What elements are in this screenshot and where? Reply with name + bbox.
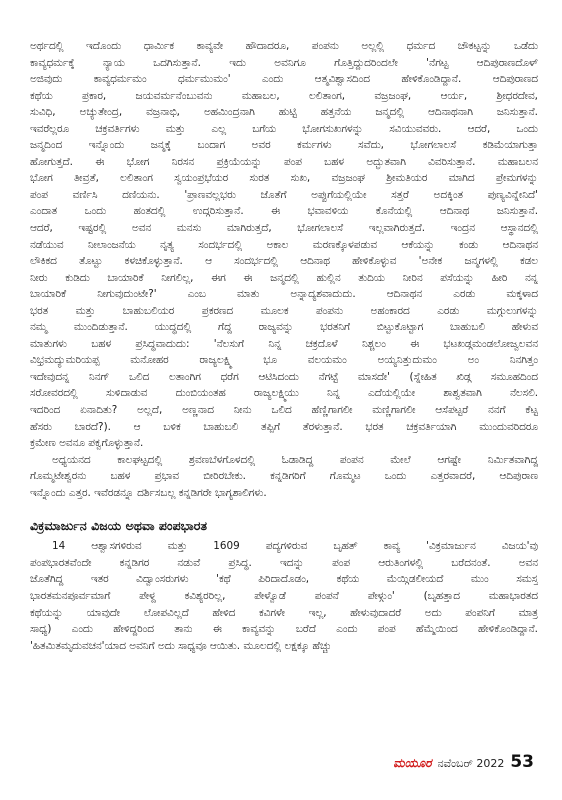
text-line: ಇವರೆಲ್ಲರೂ ಚಕ್ರವರ್ತಿಗಳು ಮತ್ತು ಎಲ್ಲ ಬಗೆಯ ಭೋಗಸುಖಗಳನ್ನು ಸವಿಯುವವರು. ಆದರೆ, ಒಂದು: [30, 122, 538, 135]
text-line: ಪಂಪ ವರ್ಣಿಸಿ ದಣಿಯನು. 'ಪ್ರಾಣವಲ್ಲಭರು ಜೊತೆಗೆ ಅಪ್ಪುಗೆಯಲ್ಲಿಯೇ ಸತ್ತರೆ ಅದಕ್ಕಿಂತ ಪುಣ್ಯವಿನ್ನೇನಿದೆ': [30, 188, 538, 201]
text-line: ಮಾತುಗಳು ಬಹಳ ಪ್ರಸಿದ್ಧವಾದುದು: 'ನೆಲಸುಗೆ ನಿನ್ನ ಚಕ್ರದೊಳೆ ನಿಶ್ಚಲಂ ಈ ಭಟಖಡ್ಗಮಂಡಲೋಜ್ವಲವನ: [30, 337, 538, 350]
paragraph-pampabharata: [30, 538, 538, 654]
paragraph-gommata: [30, 452, 538, 502]
paragraph-adipurana-story: [30, 38, 538, 452]
text-line: ಅಜಿವುದು ಕಾವ್ಯಧರ್ಮಮಂ ಧರ್ಮಮುಮಂ' ಎಂದು ಆತ್ಮವಿಶ್ವಾಸದಿಂದ ಹೇಳಿಕೊಂಡಿದ್ದಾನೆ. ಆದಿಪುರಾಣದ: [30, 73, 538, 86]
text-line: 14 ಆಶ್ವಾಸಗಳಿರುವ ಮತ್ತು 1609 ಪದ್ಯಗಳಿರುವ ಬೃಹತ್ ಕಾವ್ಯ 'ವಿಕ್ರಮಾರ್ಜುನ ವಿಜಯ'ವು: [52, 540, 538, 553]
text-line: ಅಧ್ಯಯನದ ಕಾಲಘಟ್ಟದಲ್ಲಿ ಶ್ರವಣಬೆಳಗೊಳದಲ್ಲಿ ಓಡಾಡಿದ್ದ ಪಂಪನ ಮೇಲೆ ಆಗಷ್ಟೇ ನಿರ್ಮಿತವಾಗಿದ್ದ: [52, 453, 538, 466]
text-line: ಹೋಗುತ್ತದೆ. ಈ ಭೋಗ ನಿರಸನ ಪ್ರಕ್ರಿಯೆಯನ್ನು ಪಂಪ ಬಹಳ ಅದ್ಭುತವಾಗಿ ವಿವರಿಸುತ್ತಾನೆ. ಮಹಾಬಲನ: [30, 155, 538, 168]
text-line: ಜೊತೆಗಿದ್ದ ಇತರ ವಿದ್ವಾಂಸರುಗಳು 'ಕಥೆ ಪಿರಿದಾದೊಡಂ, ಕಥೆಯ ಮೆಯ್ಗಿಡಲೀಯದೆ ಮುಂ ಸಮಸ್ತ: [30, 573, 538, 586]
text-line: ಸಾಧ್ಯ) ಎಂದು ಹೇಳಿದ್ದರಿಂದ ತಾನು ಈ ಕಾವ್ಯವನ್ನು ಬರೆದೆ ಎಂದು ಪಂಪ ಹೆಮ್ಮೆಯಿಂದ ಹೇಳಿಕೊಂಡಿದ್ದಾನೆ.: [30, 623, 538, 636]
text-line: ಭಾರತಮನಪೂರ್ವಮಾಗೆ ಪೇಳ್ದ ಕವಿಶ್ಯರರಿಲ್ಲ, ಪೇಳ್ವೊಡೆ ಪಂಪನೆ ಪೇಳ್ಗುಂ' (ಬೃಹತ್ತಾದ ಮಹಾಭಾರತದ: [30, 589, 538, 602]
text-line: ಇದೇವುದನ್ನ ನಿನಗ್ ಒಲಿದ ಲತಾಂಗಿಗ ಧರೆಗ ಆಟಿಸಿದಂದು ನೆಗಟ್ಟೆ ಮಾಸದೇ' (ಸ್ನೇಹಿತ ಖಿಡ್ಗ ಸಮೂಹದಿಂದ: [30, 370, 538, 383]
text-line: ಜನ್ಮದಿಂದ ಇನ್ನೊಂದು ಜನ್ಮಕ್ಕೆ ಬಂದಾಗ ಅವರ ಕರ್ಮಗಳು ಸವೆದು, ಭೋಗಲಾಲಸೆ ಕಡಿಮೆಯಾಗುತ್ತಾ: [30, 139, 538, 152]
text-line: ಇದರಿಂದ ಏನಾದಿತು? ಅಲ್ಲದೆ, ಅಣ್ಣನಾದ ನೀನು ಒಲಿದ ಹೆಣ್ಣಿಗಾಗಲೀ ಮಣ್ಣಿಗಾಗಲೀ ಆಸೆಪಟ್ಟರೆ ನನಗೆ ಕೆಟ್ಟ: [30, 404, 538, 417]
magazine-logo: ಮಯೂರ: [393, 756, 432, 770]
article-body: [30, 38, 538, 654]
section-heading: ವಿಕ್ರಮಾರ್ಜುನ ವಿಜಯ ಅಥವಾ ಪಂಪಭಾರತ: [30, 518, 208, 534]
text-line: ವಿಭ್ರಮದ್ಯುಮರಿಯಪ್ಪ ಮನೋಹರ ರಾಜ್ಯಲಕ್ಷ್ಮಿ ಭೂ ವಲಯಮಂ ಅಯ್ಯನಿತ್ತುದುಮಂ ಅಂ ನಿನಗಿತ್ತಂ: [30, 354, 538, 367]
text-line: ಅರ್ಥದಲ್ಲಿ ಇದೊಂದು ಧಾರ್ಮಿಕ ಕಾವ್ಯವೇ ಹೌದಾದರೂ, ಪಂಪನು ಅಲ್ಲಲ್ಲಿ ಧರ್ಮದ ಚೌಕಟ್ಟನ್ನು ಒಡೆದು: [30, 40, 538, 52]
text-line: ಭೋಗ ತೀವ್ರತೆ, ಲಲಿತಾಂಗ ಸ್ವಯಂಪ್ರಭೆಯರ ಸುರತ ಸುಖ, ವಜ್ರಜಂಘ ಶ್ರೀಮತಿಯರ ಮಾಗಿದ ಪ್ರೇಮಗಳನ್ನು: [30, 172, 538, 185]
text-line: ಕಥೆಯ ಪ್ರಕಾರ, ಜಯವರ್ಮನೆಂಬುವನು ಮಹಾಬಲ, ಲಲಿತಾಂಗ, ವಜ್ರಜಂಘ, ಆರ್ಯ, ಶ್ರೀಧರದೇವ,: [30, 89, 538, 102]
text-line: ಎಂದಾತ ಒಂದು ಹಂತದಲ್ಲಿ ಉದ್ಗರಿಸುತ್ತಾನೆ. ಈ ಭವಾವಳಿಯ ಕೊನೆಯಲ್ಲಿ ಆದಿನಾಥ ಜನಿಸುತ್ತಾನೆ.: [30, 205, 538, 218]
text-line: ಸುವಿಧಿ, ಅಚ್ಯುತೇಂದ್ರ, ವಜ್ರನಾಭಿ, ಅಹಮಿಂದ್ರನಾಗಿ ಹುಟ್ಟಿ ಹತ್ತನೆಯ ಜನ್ಮದಲ್ಲಿ ಆದಿನಾಥನಾಗಿ ಜನಿಸುತ್ತಾನೆ.: [30, 106, 538, 119]
text-line: 'ಹಿತಮಿತಮೃದುವಚನ'ಯಾದ ಅವನಿಗೆ ಅದು ಸಾಧ್ಯವೂ ಆಯಿತು. ಮೂಲದಲ್ಲಿ ಲಕ್ಷಕ್ಕೂ ಹೆಚ್ಚು: [30, 639, 332, 652]
text-line: ಭರತ ಮತ್ತು ಬಾಹುಬಲಿಯರ ಪ್ರಕರಣದ ಮೂಲಕ ಪಂಪನು ಅಹಂಕಾರದ ಎರಡು ಮಗ್ಗುಲುಗಳನ್ನು: [30, 304, 538, 317]
text-line: ಸರೋವರದಲ್ಲಿ ಸುಳಿದಾಡುವ ದುಂಬಿಯಂತಹ ರಾಜ್ಯಲಕ್ಷ್ಮಿಯು ನಿನ್ನ ಎದೆಯಲ್ಲಿಯೇ ಶಾಶ್ವತವಾಗಿ ನೆಲಸಲಿ.: [30, 387, 538, 400]
text-line: ನಡೆಯುವ ನೀಲಾಂಜನೆಯ ನೃತ್ಯ ಸಂದರ್ಭದಲ್ಲಿ ಅಕಾಲ ಮರಣಕ್ಕೊಳಪಡುವ ಆಕೆಯನ್ನು ಕಂಡು ಆದಿನಾಥನ: [30, 238, 538, 251]
text-line: ಇನ್ನೊಂದು ಎತ್ತರ. ಇವೆರಡನ್ನೂ ದರ್ಶಿಸಬಲ್ಲ ಕನ್ನಡಿಗರೇ ಭಾಗ್ಯಶಾಲಿಗಳು.: [30, 486, 267, 499]
text-line: ನಮ್ಮ ಮುಂದಿಡುತ್ತಾನೆ. ಯುದ್ಧದಲ್ಲಿ ಗೆದ್ದ ರಾಜ್ಯವನ್ನು ಭರತನಿಗೆ ಬಿಟ್ಟುಕೊಟ್ಟಾಗ ಬಾಹುಬಲಿ ಹೇಳುವ: [30, 321, 538, 334]
text-line: ಕಾವ್ಯಧರ್ಮಕ್ಕೆ ನ್ಯಾಯ ಒದಗಿಸುತ್ತಾನೆ. ಇದು ಅವನಿಗೂ ಗೊತ್ತಿದ್ದುದರಿಂದಲೇ 'ನೆಗಟ್ಟ ಆದಿಪುರಾಣದೊಳ್: [30, 56, 538, 69]
text-line: ಹೆಸರು ಬಾರದೆ?). ಆ ಬಳಿಕ ಬಾಹುಬಲಿ ತಪ್ಪಿಗೆ ತೆರಳುತ್ತಾನೆ. ಭರತ ಚಕ್ರವರ್ತಿಯಾಗಿ ಮುಂದುವರಿದರೂ: [30, 420, 538, 433]
text-line: ಪಂಪಭಾರತವೆಂದೇ ಕನ್ನಡಿಗರ ನಡುವೆ ಪ್ರಸಿದ್ಧ. ಇದನ್ನು ಪಂಪ ಆರುತಿಂಗಳಲ್ಲಿ ಬರೆದನಂತೆ. ಅವನ: [30, 556, 538, 569]
page-footer: [393, 752, 534, 772]
text-line: ಬಾಯಾರಿಕೆ ನೀಗುವುದುಂಟೇ?' ಎಂಬ ಮಾತು ಅನ್ನಾದ್ಯಶವಾದುದು. ಆದಿನಾಥನ ಎರಡು ಮಕ್ಕಳಾದ: [30, 288, 538, 301]
text-line: ಗೊಮ್ಮಟೇಶ್ವರನು ಬಹಳ ಪ್ರಭಾವ ಬೀರಿರಬೇಕು. ಕನ್ನಡಿಗರಿಗೆ ಗೊಮ್ಮಟ ಒಂದು ಎತ್ತರವಾದರೆ, ಆದಿಪುರಾಣ: [30, 470, 538, 483]
text-line: ನೀರು ಕುಡಿದು ಬಾಯಾರಿಕೆ ನೀಗಲಿಲ್ಲ, ಈಗ ಈ ಜನ್ಮದಲ್ಲಿ ಹುಲ್ಲಿನ ತುದಿಯ ನೀರಿನ ಪಸೆಯನ್ನು ಹೀರಿ ನನ್ನ: [30, 271, 538, 284]
text-line: ಕ್ರಮೇಣ ಅವನೂ ಪಕ್ವಗೊಳ್ಳುತ್ತಾನೆ.: [30, 437, 144, 450]
page-number: 53: [510, 752, 534, 772]
text-line: ಲೌಕಿಕದ ತೊಟ್ಟು ಕಳಚಿಕೊಳ್ಳುತ್ತಾನೆ. ಆ ಸಂದರ್ಭದಲ್ಲಿ ಆದಿನಾಥ ಹೇಳಿಕೊಳ್ಳುವ 'ಅನೇಕ ಜನ್ಮಗಳಲ್ಲಿ ಕಡಲ: [30, 255, 538, 268]
text-line: ಆದರೆ, ಇಷ್ಟರಲ್ಲಿ ಅವನ ಮನಸು ಮಾಗಿರುತ್ತದೆ, ಭೋಗಲಾಲಸೆ ಇಲ್ಲವಾಗಿರುತ್ತದೆ. ಇಂದ್ರನ ಆಸ್ಥಾನದಲ್ಲಿ: [30, 222, 538, 235]
text-line: ಕಥೆಯನ್ನು ಯಾವುದೇ ಲೋಪವಿಲ್ಲದೆ ಹೇಳಿದ ಕವಿಗಳೇ ಇಲ್ಲ, ಹೇಳುವುದಾದರೆ ಅದು ಪಂಪನಿಗೆ ಮಾತ್ರ: [30, 606, 538, 619]
issue-date: ನವೆಂಬರ್ 2022: [437, 757, 505, 770]
